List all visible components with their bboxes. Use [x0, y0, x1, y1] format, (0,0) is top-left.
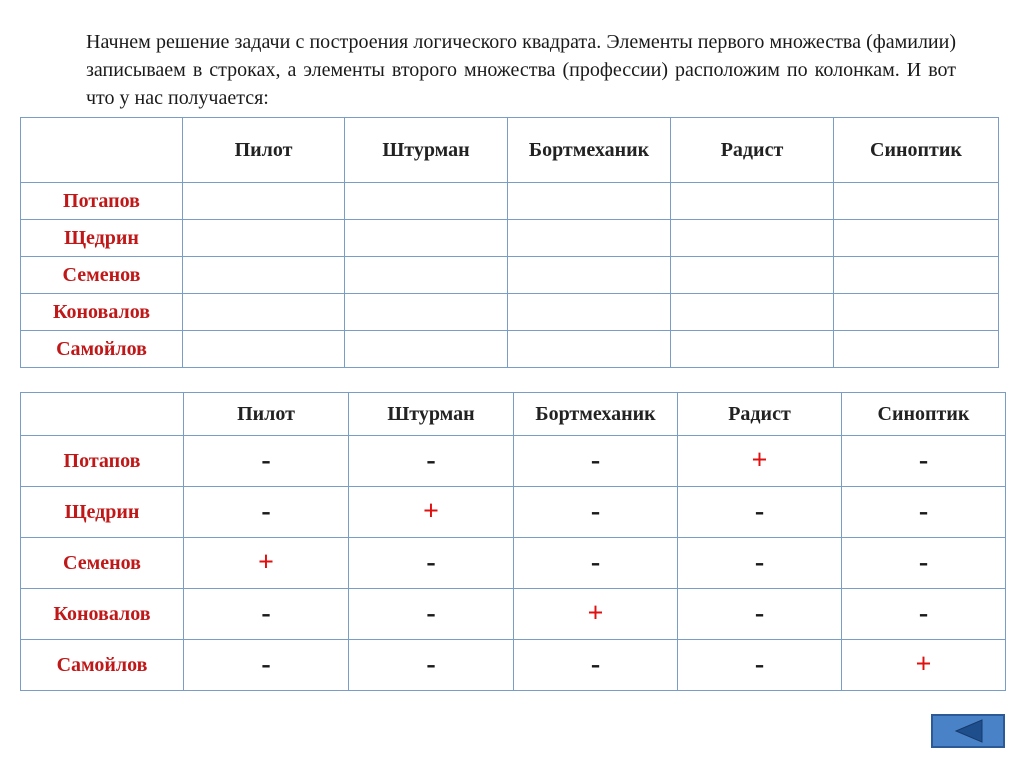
table-row	[21, 589, 1006, 640]
mark-cell: -	[842, 589, 1006, 640]
empty-logic-table	[20, 117, 999, 368]
mark-cell: -	[184, 640, 349, 691]
empty-cell	[183, 183, 345, 220]
table-header-row	[21, 118, 999, 183]
row-header: Щедрин	[21, 487, 184, 538]
mark-cell: -	[678, 538, 842, 589]
corner-cell	[21, 118, 183, 183]
column-header: Радист	[671, 118, 834, 183]
column-header: Штурман	[345, 118, 508, 183]
mark-cell: -	[678, 589, 842, 640]
mark-cell: -	[842, 487, 1006, 538]
table-row	[21, 640, 1006, 691]
mark-cell: -	[184, 589, 349, 640]
empty-cell	[345, 220, 508, 257]
empty-cell	[834, 220, 999, 257]
mark-cell: -	[349, 538, 514, 589]
column-header: Радист	[678, 393, 842, 436]
empty-cell	[345, 294, 508, 331]
empty-cell	[508, 331, 671, 368]
empty-cell	[671, 183, 834, 220]
empty-cell	[183, 257, 345, 294]
mark-cell: -	[842, 538, 1006, 589]
mark-cell: -	[184, 487, 349, 538]
empty-cell	[671, 220, 834, 257]
empty-cell	[834, 257, 999, 294]
mark-cell: -	[184, 436, 349, 487]
table-row	[21, 487, 1006, 538]
empty-cell	[671, 257, 834, 294]
corner-cell	[21, 393, 184, 436]
table-row	[21, 538, 1006, 589]
column-header: Синоптик	[842, 393, 1006, 436]
mark-cell: -	[678, 640, 842, 691]
row-header: Потапов	[21, 436, 184, 487]
empty-cell	[834, 294, 999, 331]
table-row	[21, 331, 999, 368]
row-header: Щедрин	[21, 220, 183, 257]
table-row	[21, 220, 999, 257]
mark-cell: -	[349, 436, 514, 487]
column-header: Бортмеханик	[508, 118, 671, 183]
mark-cell: -	[514, 640, 678, 691]
empty-cell	[508, 294, 671, 331]
mark-cell: -	[842, 436, 1006, 487]
triangle-left-icon	[948, 718, 988, 744]
mark-cell: +	[842, 640, 1006, 691]
empty-cell	[345, 183, 508, 220]
row-header: Самойлов	[21, 331, 183, 368]
table-header-row	[21, 393, 1006, 436]
mark-cell: -	[349, 589, 514, 640]
column-header: Пилот	[184, 393, 349, 436]
empty-cell	[508, 220, 671, 257]
row-header: Потапов	[21, 183, 183, 220]
table-row	[21, 294, 999, 331]
empty-cell	[183, 220, 345, 257]
empty-cell	[183, 294, 345, 331]
back-button[interactable]	[931, 714, 1005, 748]
mark-cell: -	[514, 538, 678, 589]
empty-cell	[834, 183, 999, 220]
mark-cell: -	[349, 640, 514, 691]
empty-cell	[345, 331, 508, 368]
column-header: Штурман	[349, 393, 514, 436]
column-header: Синоптик	[834, 118, 999, 183]
table-row	[21, 257, 999, 294]
row-header: Коновалов	[21, 589, 184, 640]
mark-cell: -	[514, 487, 678, 538]
row-header: Коновалов	[21, 294, 183, 331]
mark-cell: +	[514, 589, 678, 640]
empty-cell	[508, 183, 671, 220]
empty-cell	[183, 331, 345, 368]
row-header: Самойлов	[21, 640, 184, 691]
row-header: Семенов	[21, 538, 184, 589]
empty-cell	[508, 257, 671, 294]
row-header: Семенов	[21, 257, 183, 294]
mark-cell: -	[678, 487, 842, 538]
mark-cell: +	[349, 487, 514, 538]
mark-cell: +	[678, 436, 842, 487]
column-header: Бортмеханик	[514, 393, 678, 436]
empty-cell	[345, 257, 508, 294]
table-row	[21, 183, 999, 220]
filled-logic-table	[20, 392, 1006, 691]
empty-cell	[671, 331, 834, 368]
mark-cell: +	[184, 538, 349, 589]
column-header: Пилот	[183, 118, 345, 183]
table-row	[21, 436, 1006, 487]
empty-cell	[671, 294, 834, 331]
mark-cell: -	[514, 436, 678, 487]
intro-paragraph: Начнем решение задачи с построения логического квадрата. Элементы первого множества (фамилии) записываем в строках, а элементы второго множества (профессии) расположим по колонкам. И вот что у нас получается:	[86, 31, 956, 109]
empty-cell	[834, 331, 999, 368]
